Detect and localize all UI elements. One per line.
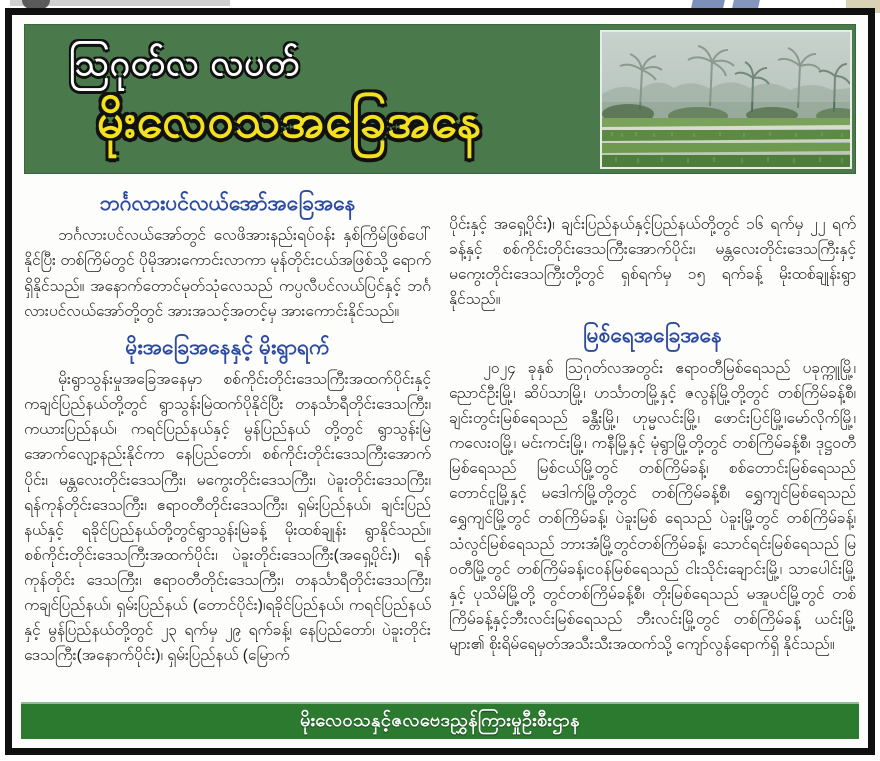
department-name: မိုးလေဝသနှင့်ဇလဗေဒညွှန်ကြားမှုဦးစီးဌာန (300, 710, 580, 730)
paddy-field-illustration (602, 32, 850, 167)
paddy-field-photo (600, 30, 852, 169)
left-column (24, 186, 431, 718)
section-heading-river: မြစ်ရေအခြေအနေ (583, 324, 722, 348)
right-column (449, 186, 856, 718)
section-heading-bay: ဘင်္ဂလားပင်လယ်အော်အခြေအနေ (99, 192, 356, 215)
section-body-rain-right: ပိုင်းနှင့် အရှေ့ပိုင်း)၊ ချင်းပြည်နယ်နှင့်ပြည်နယ်တို့တွင် ၁၆ ရက်မှ ၂၂ ရက်ခန့်နှင့် စစ်ကိုင်းတိုင်းဒေသကြီးအောက်ပိုင်း၊ မန္တလေးတိုင်းဒေသကြီးနှင့် မကွေးတိုင်းဒေသကြီးတို့တွင် ရှစ်ရက်မှ ၁၅ ရက်ခန့် မိုးထစ်ချုန်းရွာ နိုင်သည်။ (449, 216, 856, 309)
section-body-river: ၂၀၂၄ ခုနှစ် ဩဂုတ်လအတွင်း ဧရာဝတီမြစ်ရေသည် ပခုက္ကူမြို့၊ ညောင်ဦးမြို့၊ ဆိပ်သာမြို့၊ ဟင်္သာတမြို့နှင့် ဇလွန်မြို့တို့တွင် တစ်ကြိမ်ခန့်စီ၊ ချင်းတွင်းမြစ်ရေသည် ခန္တီးမြို့၊ ဟုမ္မလင်းမြို့၊ ဖောင်းပြင်မြို့၊မော်လိုက်မြို့၊ ကလေးဝမြို့၊ မင်းကင်းမြို့၊ ကနီမြို့နှင့် မုံရွာမြို့တို့တွင် တစ်ကြိမ်ခန့်စီ၊ ဒုဋ္ဌဝတီမြစ်ရေသည် မြစ်ငယ်မြို့တွင် တစ်ကြိမ်ခန့်၊ စစ်တောင်းမြစ်ရေသည် တောင်ငူမြို့နှင့် မဒေါက်မြို့တို့တွင် တစ်ကြိမ်ခန့်စီ၊ ရွှေကျင်မြစ်ရေသည် ရွှေကျင်မြို့တွင် တစ်ကြိမ်ခန့်၊ ပဲခူးမြစ် ရေသည် ပဲခူးမြို့တွင် တစ်ကြိမ်ခန့်၊ သံလွင်မြစ်ရေသည် ဘားအံမြို့တွင်တစ်ကြိမ်ခန့်၊ သောင်ရင်းမြစ်ရေသည် မြဝတီမြို့တွင် တစ်ကြိမ်ခန့်၊ငဝန်မြစ်ရေသည် ငါးသိုင်းချောင်းမြို့၊ သာပေါင်းမြို့နှင့် ပုသိမ်မြို့တို့ တွင်တစ်ကြိမ်ခန့်စီ၊ တိုးမြစ်ရေသည် မအူပင်မြို့တွင် တစ်ကြိမ်ခန့်နှင့်ဘီးလင်းမြစ်ရေသည် ဘီးလင်းမြို့တွင် တစ်ကြိမ်ခန့် ယင်းမြို့များ၏ စိုးရိမ်ရေမှတ်အသီးသီးအထက်သို့ ကျော်လွန်ရောက်ရှိ နိုင်သည်။ (449, 359, 856, 653)
header-band (24, 24, 856, 174)
section-heading-rain: မိုးအခြေအနေနှင့် မိုးရွာရက် (125, 335, 330, 359)
footer-bar (21, 702, 859, 739)
scan-artifact (691, 0, 725, 8)
page-frame (5, 8, 875, 755)
section-body-rain-left: မိုးရွာသွန်းမှုအခြေအနေမှာ စစ်ကိုင်းတိုင်းဒေသကြီးအထက်ပိုင်းနှင့် ကချင်ပြည်နယ်တို့တွင် ရွာသွန်းမြဲထက်ပိုနိုင်ပြီး တနင်္သာရီတိုင်းဒေသကြီး၊ ကယားပြည်နယ်၊ ကရင်ပြည်နယ်နှင့် မွန်ပြည်နယ် တို့တွင် ရွာသွန်းမြဲအောက်လျော့နည်းနိုင်ကာ နေပြည်တော်၊ စစ်ကိုင်းတိုင်းဒေသကြီးအောက်ပိုင်း၊ မန္တလေးတိုင်းဒေသကြီး၊ မကွေးတိုင်းဒေသကြီး၊ ပဲခူးတိုင်းဒေသကြီး၊ ရန်ကုန်တိုင်းဒေသကြီး၊ ဧရာဝတီတိုင်းဒေသကြီး၊ ရှမ်းပြည်နယ်၊ ချင်းပြည် နယ်နှင့် ရခိုင်ပြည်နယ်တို့တွင်ရွာသွန်းမြဲခန့် မိုးထစ်ချုန်း ရွာနိုင်သည်။ စစ်ကိုင်းတိုင်းဒေသကြီးအထက်ပိုင်း၊ ပဲခူးတိုင်းဒေသကြီး(အရှေ့ပိုင်း)၊ ရန် ကုန်တိုင်း ဒေသကြီး၊ ဧရာဝတီတိုင်းဒေသကြီး၊ တနင်္သာရီတိုင်းဒေသကြီး၊ ကချင်ပြည်နယ်၊ ရှမ်းပြည်နယ် (တောင်ပိုင်း)၊ရခိုင်ပြည်နယ်၊ ကရင်ပြည်နယ်နှင့် မွန်ပြည်နယ်တို့တွင် ၂၃ ရက်မှ ၂၉ ရက်ခန့်၊ နေပြည်တော်၊ ပဲခူးတိုင်းဒေသကြီး(အနောက်ပိုင်း)၊ ရှမ်းပြည်နယ် (မြောက် (24, 371, 431, 665)
article-columns (24, 186, 856, 718)
column-top-spacer (449, 186, 856, 212)
scan-artifact (732, 0, 760, 8)
header-kicker: ဩဂုတ်လ လပတ် (69, 44, 301, 83)
section-body-bay: ဘင်္ဂလားပင်လယ်အော်တွင် လေဖိအားနည်းရပ်ဝန်း နှစ်ကြိမ်ဖြစ်ပေါ်နိုင်ပြီး တစ်ကြိမ်တွင် ပိုမိုအားကောင်းလာကာ မုန်တိုင်းငယ်အဖြစ်သို့ ရောက်ရှိနိုင်သည်။ အနောက်တောင်မုတ်သုံလေသည် ကပ္ပလီပင်လယ်ပြင်နှင့် ဘင်္ဂလားပင်လယ်အော်တို့တွင် အားအသင့်အတင့်မှ အားကောင်းနိုင်သည်။ (24, 227, 431, 320)
page-title: မိုးလေဝသအခြေအနေ (97, 94, 483, 147)
